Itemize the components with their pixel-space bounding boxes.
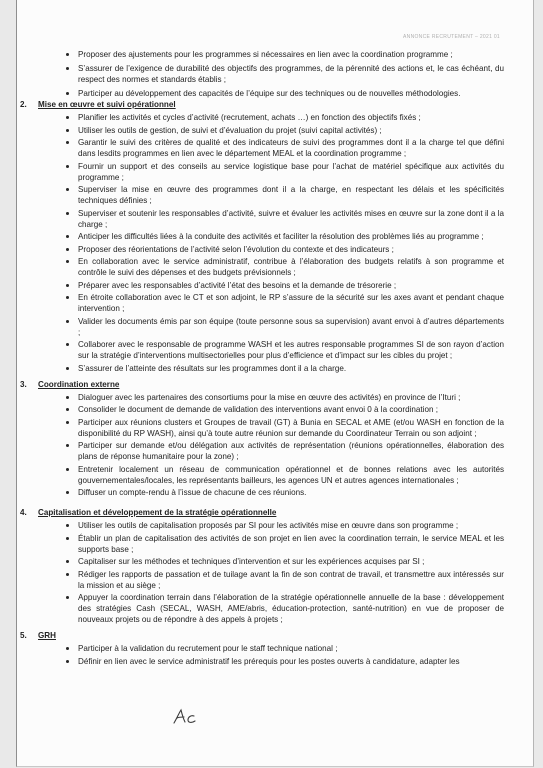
section-coordination-externe — [20, 379, 504, 499]
bullet-item: Établir un plan de capitalisation des activités de son projet en lien avec la coordination terrain, le service MEAL et les supports base ; — [78, 533, 504, 554]
signature-initials — [172, 707, 204, 727]
bullet-item: Fournir un support et des conseils au service logistique base pour l’achat de matériel spécifique aux activités du programme ; — [78, 161, 504, 182]
bullet-item: Proposer des réorientations de l’activité selon l’évolution du contexte et des indicateurs ; — [78, 244, 504, 255]
section-heading — [20, 630, 504, 641]
bullet-item: En étroite collaboration avec le CT et son adjoint, le RP s’assure de la sécurité sur les axes avant et pendant chaque intervention ; — [78, 293, 504, 313]
bullet-item: Diffuser un compte-rendu à l’issue de chacune de ces réunions. — [78, 487, 504, 498]
bullet-item: Participer sur demande et/ou délégation aux activités de représentation (réunions opérationnelles, élaboration des plans de réponse humanitaire pour la zone) ; — [78, 441, 504, 461]
section-number: 2. — [20, 100, 27, 109]
bullet-item: Participer au développement des capacités de l’équipe sur des techniques ou de nouvelles méthodologies. — [78, 88, 504, 99]
bullet-item: Garantir le suivi des critères de qualité et des indicateurs de suivi des programmes dont il a la charge tel que défini dans lesdits programmes en lien avec le département MEAL et la coordination programme ; — [78, 138, 504, 158]
section-title: Mise en œuvre et suivi opérationnel — [38, 100, 176, 109]
bullet-item: Anticiper les difficultés liées à la conduite des activités et faciliter la résolution des problèmes liés au programme ; — [78, 231, 504, 242]
section-title: GRH — [38, 631, 56, 640]
bullet-item: Collaborer avec le responsable de programme WASH et les autres responsable programmes SI de son rayon d’action sur la stratégie d’interventions multisectorielles pour plus d’efficience et d’impact sur les cibles du projet ; — [78, 340, 504, 360]
page-header: ANNONCE RECRUTEMENT – 2021 01 — [403, 34, 500, 40]
section-number: 5. — [20, 631, 27, 640]
bullet-item: Utiliser les outils de gestion, de suivi et d’évaluation du projet (suivi capital activités) ; — [78, 125, 504, 136]
section-number: 4. — [20, 508, 27, 517]
intro-bullet-list — [20, 49, 504, 99]
bullet-item: Participer aux réunions clusters et Groupes de travail (GT) à Bunia en SECAL et AME (et/ou WASH en fonction de la disponibilité du RP WASH), ainsi qu’à toute autre réunion sur demande du Coordinateur Terrain ou son adjoint ; — [78, 417, 504, 438]
section-heading — [20, 507, 504, 518]
bullet-item: Superviser et soutenir les responsables d’activité, suivre et évaluer les activités mises en œuvre sur la zone dont il a la charge ; — [78, 208, 504, 229]
section-title: Capitalisation et développement de la stratégie opérationnelle — [38, 508, 277, 517]
section-heading — [20, 379, 504, 390]
bullet-item: Préparer avec les responsables d’activité l’état des besoins et la demande de trésorerie ; — [78, 280, 504, 291]
bullet-item: Dialoguer avec les partenaires des consortiums pour la mise en œuvre des activités) en province de l’Ituri ; — [78, 392, 504, 403]
bullet-item: Participer à la validation du recrutement pour le staff technique national ; — [78, 643, 504, 654]
bullet-list — [20, 643, 504, 667]
bullet-list — [20, 112, 504, 374]
bullet-item: Valider les documents émis par son équipe (toute personne sous sa supervision) avant envoi à d’autres départements ; — [78, 316, 504, 337]
bullet-item: S’assurer de l’atteinte des résultats sur les programmes dont il a la charge. — [78, 363, 504, 374]
section-capitalisation — [20, 507, 504, 625]
section-grh — [20, 630, 504, 667]
bullet-item: Superviser la mise en œuvre des programmes dont il a la charge, en respectant les délais et les spécificités techniques définies ; — [78, 185, 504, 205]
bullet-item: Utiliser les outils de capitalisation proposés par SI pour les activités mise en œuvre dans son programme ; — [78, 520, 504, 531]
bullet-item: Rédiger les rapports de passation et de tuilage avant la fin de son contrat de travail, et transmettre aux intéressés sur la mission et au siège ; — [78, 569, 504, 590]
section-heading — [20, 99, 504, 110]
bullet-item: Proposer des ajustements pour les programmes si nécessaires en lien avec la coordination programme ; — [78, 49, 504, 60]
section-title: Coordination externe — [38, 379, 120, 389]
document-body — [20, 49, 504, 667]
bullet-item: Appuyer la coordination terrain dans l’élaboration de la stratégie opérationnelle annuelle de la base : développement des stratégies Cash (SECAL, WASH, AME/abris, éducation-protection, santé-nutrition) en vue de proposer de nouveaux projets ou de répondre à des appels à projets ; — [78, 593, 504, 624]
section-mise-en-oeuvre — [20, 99, 504, 374]
bullet-item: Définir en lien avec le service administratif les prérequis pour les postes ouverts à candidature, adapter les — [78, 656, 504, 667]
bullet-list — [20, 392, 504, 499]
bullet-item: Entretenir localement un réseau de communication opérationnel et de bonnes relations avec les autorités gouvernementales/locales, les représentants bailleurs, les agences UN et autres agences internationales ; — [78, 464, 504, 485]
section-number: 3. — [20, 379, 27, 389]
bullet-item: Consolider le document de demande de validation des interventions avant envoi 0 à la coordination ; — [78, 404, 504, 415]
bullet-list — [20, 520, 504, 625]
bullet-item: S’assurer de l’exigence de durabilité des objectifs des programmes, de la pérennité des actions et, le cas échéant, du respect des normes et standards établis ; — [78, 64, 504, 84]
bullet-item: En collaboration avec le service administratif, contribue à l’élaboration des budgets relatifs à son programme et contrôle le suivi des dépenses et des budgets prévisionnels ; — [78, 257, 504, 277]
bullet-item: Planifier les activités et cycles d’activité (recrutement, achats …) en fonction des objectifs fixés ; — [78, 112, 504, 123]
bullet-item: Capitaliser sur les méthodes et techniques d’intervention et sur les expériences acquises par SI ; — [78, 556, 504, 567]
